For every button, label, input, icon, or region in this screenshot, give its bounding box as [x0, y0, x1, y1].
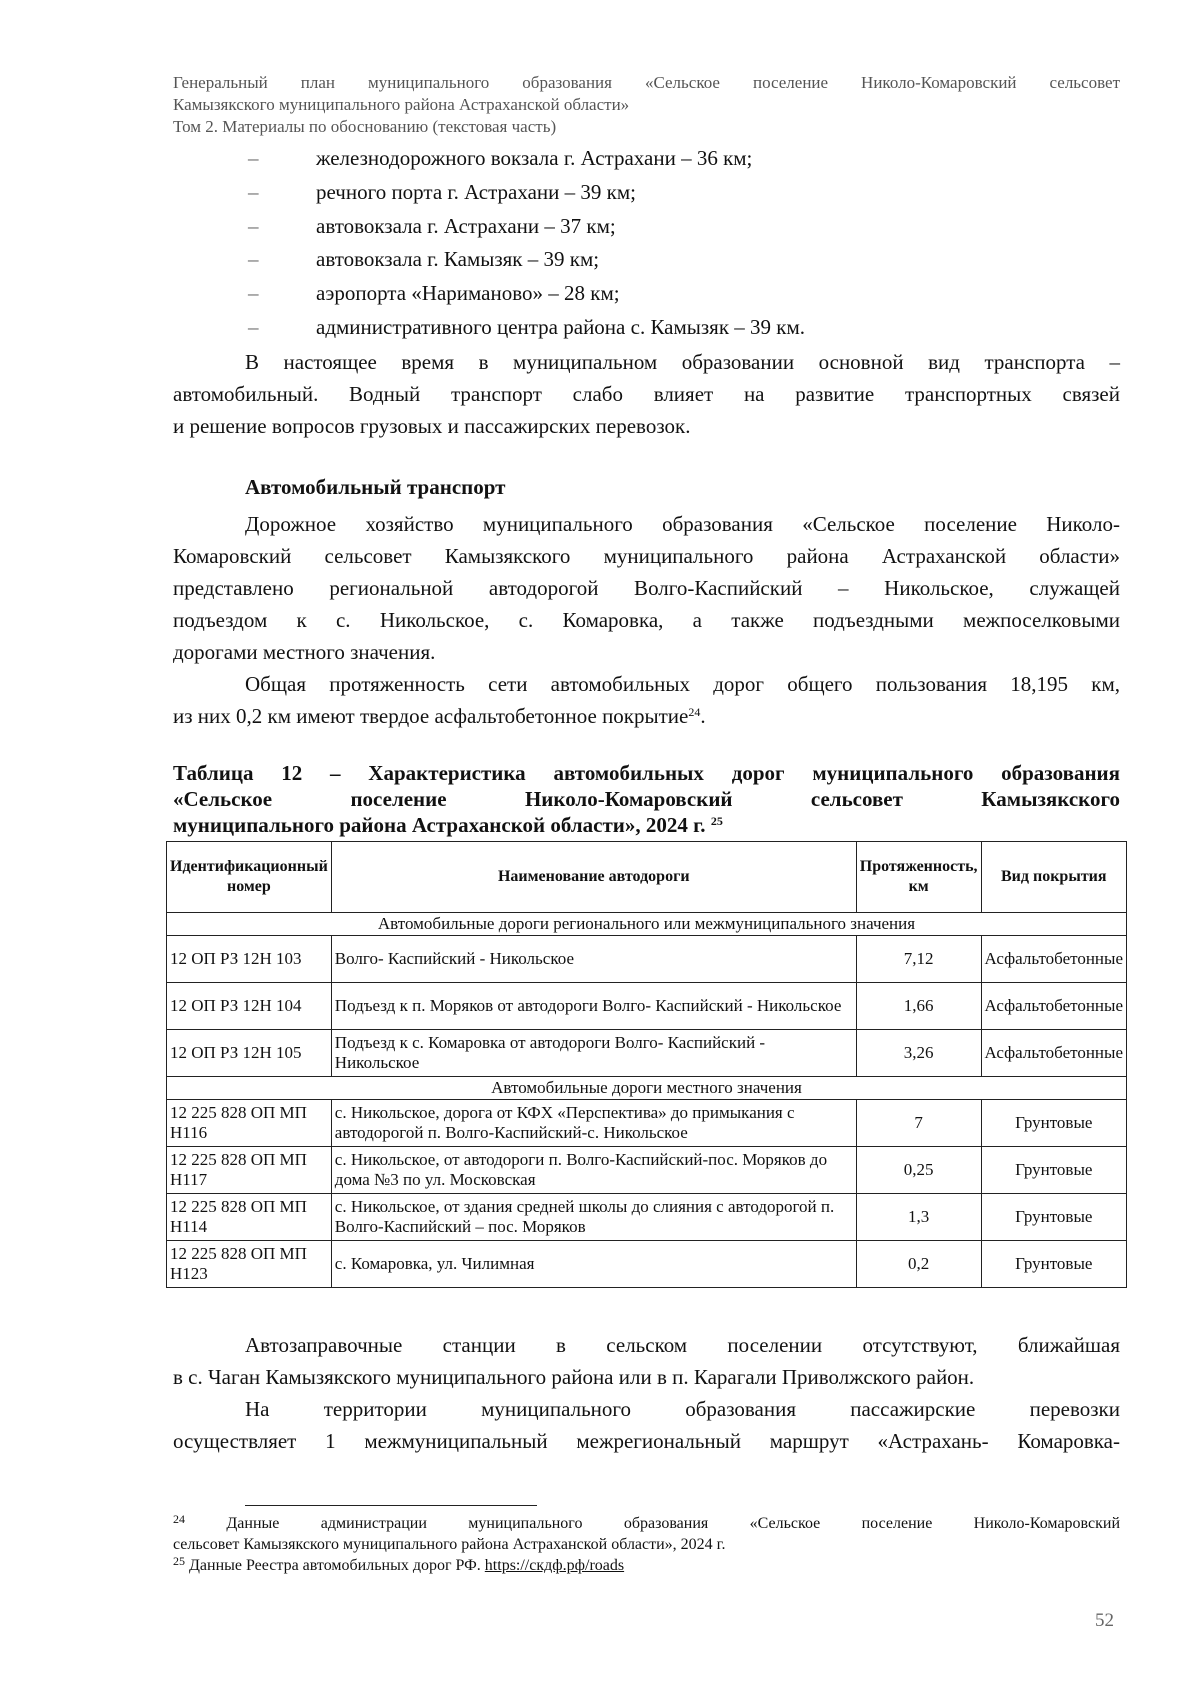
table-row: [167, 1100, 1127, 1147]
paragraph-line: подъездом к с. Никольское, с. Комаровка, а также подъездными межпоселковыми: [173, 608, 1120, 632]
cell-id: 12 225 828 ОП МП Н117: [167, 1147, 332, 1194]
paragraph-line: Автозаправочные станции в сельском поселении отсутствуют, ближайшая: [245, 1333, 1120, 1357]
table-section-row: [167, 1077, 1127, 1100]
cell-cover: Грунтовые: [981, 1100, 1126, 1147]
paragraph-fuel-stations: [173, 1329, 1120, 1393]
cell-length: 0,2: [856, 1241, 981, 1288]
caption-text: муниципального района Астраханской области», 2024 г.: [173, 813, 706, 837]
paragraph-line: осуществляет 1 межмуниципальный межрегиональный маршрут «Астрахань- Комаровка-: [173, 1429, 1120, 1453]
paragraph-text: .: [700, 704, 706, 728]
list-item-text: автовокзала г. Астрахани – 37 км;: [316, 213, 616, 238]
paragraph-line: автомобильный. Водный транспорт слабо влияет на развитие транспортных связей: [173, 382, 1120, 406]
list-item: [173, 210, 1120, 244]
paragraph-line: В настоящее время в муниципальном образовании основной вид транспорта –: [245, 350, 1120, 374]
running-header: [173, 72, 1120, 138]
paragraph-line: представлено региональной автодорогой Волго-Каспийский – Никольское, служащей: [173, 576, 1120, 600]
cell-name: Подъезд к с. Комаровка от автодороги Волго- Каспийский - Никольское: [331, 1030, 856, 1077]
table-row: [167, 1241, 1127, 1288]
header-cover: Вид покрытия: [981, 842, 1126, 913]
roads-registry-link[interactable]: https://скдф.рф/roads: [484, 1557, 625, 1574]
paragraph-line: и решение вопросов грузовых и пассажирских перевозок.: [173, 414, 691, 438]
table-row: [167, 1194, 1127, 1241]
cell-cover: Грунтовые: [981, 1147, 1126, 1194]
cell-length: 7: [856, 1100, 981, 1147]
footnote-number: 25: [173, 1554, 185, 1568]
header-line-1: Генеральный план муниципального образования «Сельское поселение Николо-Комаровский сельсовет: [173, 73, 1120, 92]
paragraph-line: Дорожное хозяйство муниципального образования «Сельское поселение Николо-: [245, 512, 1120, 536]
caption-line: [173, 812, 1120, 838]
cell-id: 12 225 828 ОП МП Н116: [167, 1100, 332, 1147]
header-id: Идентификационный номер: [167, 842, 332, 913]
cell-cover: Асфальтобетонные: [981, 936, 1126, 983]
cell-cover: Грунтовые: [981, 1241, 1126, 1288]
dash-bullet: –: [248, 247, 259, 272]
header-length: Протяженность, км: [856, 842, 981, 913]
footnote-text: Данные Реестра автомобильных дорог РФ.: [189, 1557, 481, 1574]
cell-name: Волго- Каспийский - Никольское: [331, 936, 856, 983]
cell-length: 7,12: [856, 936, 981, 983]
table-header-row: [167, 842, 1127, 913]
cell-length: 0,25: [856, 1147, 981, 1194]
cell-id: 12 225 828 ОП МП Н114: [167, 1194, 332, 1241]
list-item-text: автовокзала г. Камызяк – 39 км;: [316, 247, 600, 272]
table-section-row: [167, 913, 1127, 936]
dash-bullet: –: [248, 281, 259, 306]
footnote-line: [173, 1513, 1120, 1534]
cell-cover: Грунтовые: [981, 1194, 1126, 1241]
section-heading: Автомобильный транспорт: [245, 475, 506, 499]
caption-line: Таблица 12 – Характеристика автомобильных дорог муниципального образования: [173, 761, 1120, 785]
table-row: [167, 1147, 1127, 1194]
list-item: [173, 243, 1120, 277]
header-name: Наименование автодороги: [331, 842, 856, 913]
roads-table: [166, 841, 1127, 1288]
footnote-line: сельсовет Камызякского муниципального района Астраханской области», 2024 г.: [173, 1536, 726, 1553]
footnote-number: 24: [173, 1512, 185, 1526]
footnote-text: Данные администрации муниципального образования «Сельское поселение Николо-Комаровский: [226, 1515, 1121, 1532]
list-item-text: аэропорта «Нариманово» – 28 км;: [316, 281, 620, 306]
cell-cover: Асфальтобетонные: [981, 983, 1126, 1030]
list-item-text: административного центра района с. Камызяк – 39 км.: [316, 314, 806, 339]
cell-id: 12 ОП РЗ 12Н 105: [167, 1030, 332, 1077]
header-line-3: Том 2. Материалы по обоснованию (текстовая часть): [173, 117, 557, 136]
footnote-25: [173, 1555, 1120, 1576]
footnote-line: [173, 1555, 1120, 1576]
list-item: [173, 311, 1120, 345]
table-row: [167, 936, 1127, 983]
table-caption: [173, 760, 1120, 838]
footnote-ref-25[interactable]: 25: [710, 814, 723, 828]
paragraph-passenger-routes: [173, 1393, 1120, 1457]
dash-bullet: –: [248, 314, 259, 339]
dash-bullet: –: [248, 146, 259, 170]
header-line-2: Камызякского муниципального района Астраханской области»: [173, 95, 630, 114]
paragraph-road-network: [173, 508, 1120, 668]
paragraph-line: Общая протяженность сети автомобильных дорог общего пользования 18,195 км,: [245, 672, 1120, 696]
paragraph-line: в с. Чаган Камызякского муниципального района или в п. Карагали Приволжского район.: [173, 1365, 975, 1389]
dash-bullet: –: [248, 179, 259, 204]
list-item: [173, 277, 1120, 311]
paragraph-road-length: [173, 668, 1120, 732]
paragraph-line: На территории муниципального образования пассажирские перевозки: [245, 1397, 1120, 1421]
distance-list: [173, 142, 1120, 345]
cell-cover: Асфальтобетонные: [981, 1030, 1126, 1077]
caption-line: «Сельское поселение Николо-Комаровский сельсовет Камызякского: [173, 787, 1120, 811]
footnote-separator: [245, 1505, 537, 1506]
list-item-text: речного порта г. Астрахани – 39 км;: [316, 179, 636, 204]
cell-name: с. Никольское, дорога от КФХ «Перспектива» до примыкания с автодорогой п. Волго-Каспийский-с. Никольское: [331, 1100, 856, 1147]
cell-name: Подъезд к п. Моряков от автодороги Волго- Каспийский - Никольское: [331, 983, 856, 1030]
paragraph-line: дорогами местного значения.: [173, 640, 436, 664]
paragraph-line: [173, 700, 1120, 732]
cell-name: с. Никольское, от автодороги п. Волго-Каспийский-пос. Моряков до дома №3 по ул. Московская: [331, 1147, 856, 1194]
cell-id: 12 ОП РЗ 12Н 104: [167, 983, 332, 1030]
paragraph-text: из них 0,2 км имеют твердое асфальтобетонное покрытие: [173, 704, 689, 728]
table-row: [167, 1030, 1127, 1077]
cell-id: 12 ОП РЗ 12Н 103: [167, 936, 332, 983]
cell-length: 3,26: [856, 1030, 981, 1077]
cell-length: 1,3: [856, 1194, 981, 1241]
cell-name: с. Комаровка, ул. Чилимная: [331, 1241, 856, 1288]
list-item-text: железнодорожного вокзала г. Астрахани – 36 км;: [316, 146, 753, 170]
table-row: [167, 983, 1127, 1030]
dash-bullet: –: [248, 213, 259, 238]
list-item: [173, 142, 1120, 176]
cell-id: 12 225 828 ОП МП Н123: [167, 1241, 332, 1288]
paragraph-transport-overview: [173, 346, 1120, 442]
list-item: [173, 176, 1120, 210]
footnote-24: [173, 1513, 1120, 1555]
paragraph-line: Комаровский сельсовет Камызякского муниципального района Астраханской области»: [173, 544, 1120, 568]
footnote-ref-24[interactable]: 24: [688, 705, 701, 719]
page-number: 52: [1095, 1610, 1114, 1631]
cell-length: 1,66: [856, 983, 981, 1030]
cell-name: с. Никольское, от здания средней школы до слияния с автодорогой п. Волго-Каспийский – пос. Моряков: [331, 1194, 856, 1241]
section-label: Автомобильные дороги местного значения: [167, 1077, 1127, 1100]
section-label: Автомобильные дороги регионального или межмуниципального значения: [167, 913, 1127, 936]
